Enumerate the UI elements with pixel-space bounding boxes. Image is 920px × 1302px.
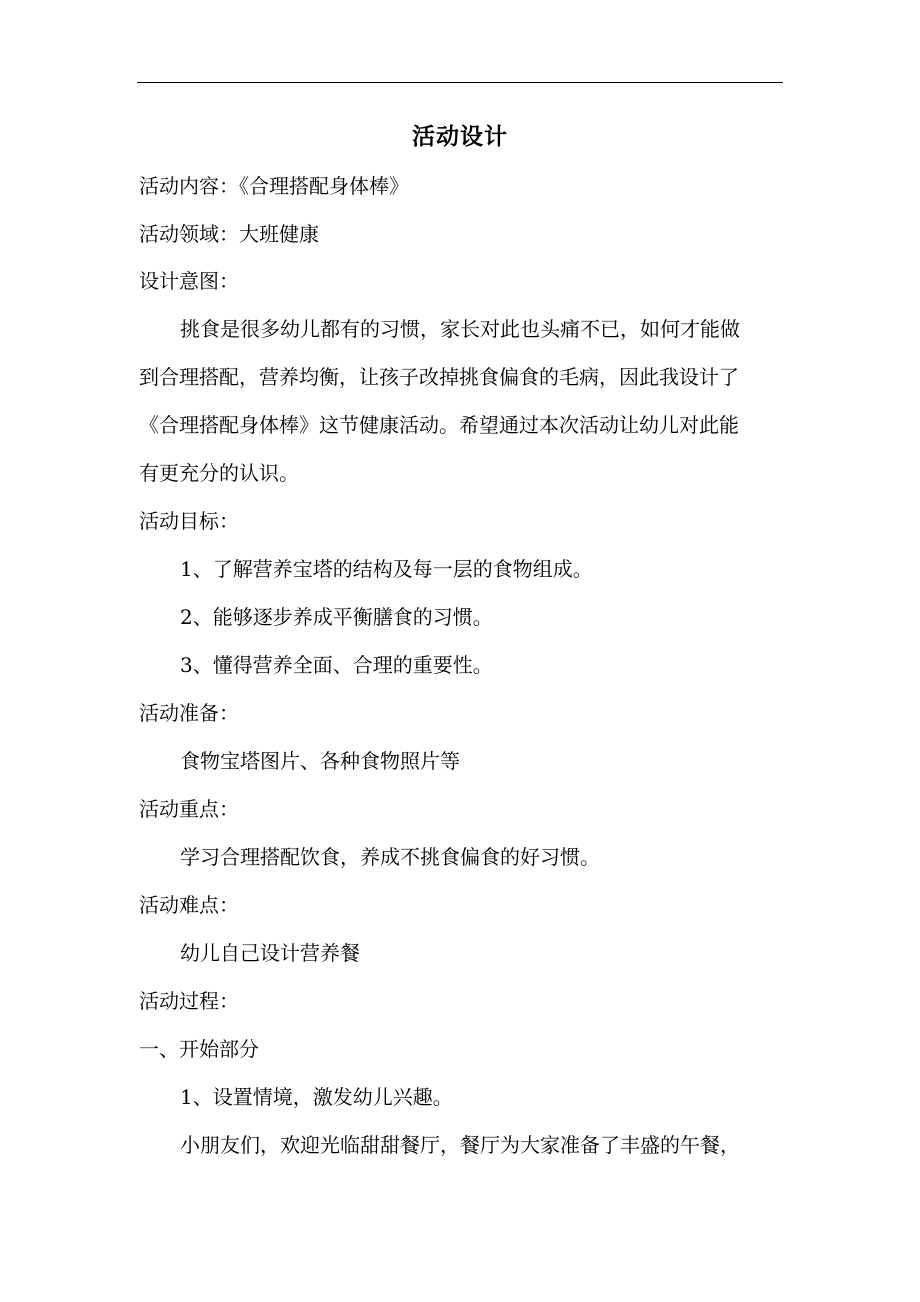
key-point-heading: 活动重点： xyxy=(139,797,239,821)
step1-text: 小朋友们，欢迎光临甜甜餐厅，餐厅为大家准备了丰盛的午餐， xyxy=(180,1133,740,1157)
key-point-text: 学习合理搭配饮食，养成不挑食偏食的好习惯。 xyxy=(180,845,600,869)
activity-domain: 活动领域：大班健康 xyxy=(139,222,319,246)
design-intent-heading: 设计意图： xyxy=(139,269,239,293)
step1-heading: 1、设置情境，激发幼儿兴趣。 xyxy=(180,1085,453,1109)
difficulty-text: 幼儿自己设计营养餐 xyxy=(180,941,360,965)
part1-heading: 一、开始部分 xyxy=(139,1037,259,1061)
intent-paragraph-line: 有更充分的认识。 xyxy=(139,461,299,485)
intent-paragraph-line: 《合理搭配身体棒》这节健康活动。希望通过本次活动让幼儿对此能 xyxy=(139,413,739,437)
process-heading: 活动过程： xyxy=(139,989,239,1013)
intent-paragraph-line: 到合理搭配，营养均衡，让孩子改掉挑食偏食的毛病，因此我设计了 xyxy=(139,365,739,389)
goals-heading: 活动目标： xyxy=(139,509,239,533)
header-rule xyxy=(137,82,783,83)
activity-content: 活动内容：《合理搭配身体棒》 xyxy=(139,174,409,198)
goal-item: 2、能够逐步养成平衡膳食的习惯。 xyxy=(180,605,493,629)
goal-item: 1、了解营养宝塔的结构及每一层的食物组成。 xyxy=(180,557,593,581)
goal-item: 3、懂得营养全面、合理的重要性。 xyxy=(180,653,493,677)
intent-paragraph-line: 挑食是很多幼儿都有的习惯，家长对此也头痛不已，如何才能做 xyxy=(180,317,740,341)
preparation-heading: 活动准备： xyxy=(139,701,239,725)
difficulty-heading: 活动难点： xyxy=(139,893,239,917)
preparation-text: 食物宝塔图片、各种食物照片等 xyxy=(180,749,460,773)
document-title: 活动设计 xyxy=(412,124,508,150)
